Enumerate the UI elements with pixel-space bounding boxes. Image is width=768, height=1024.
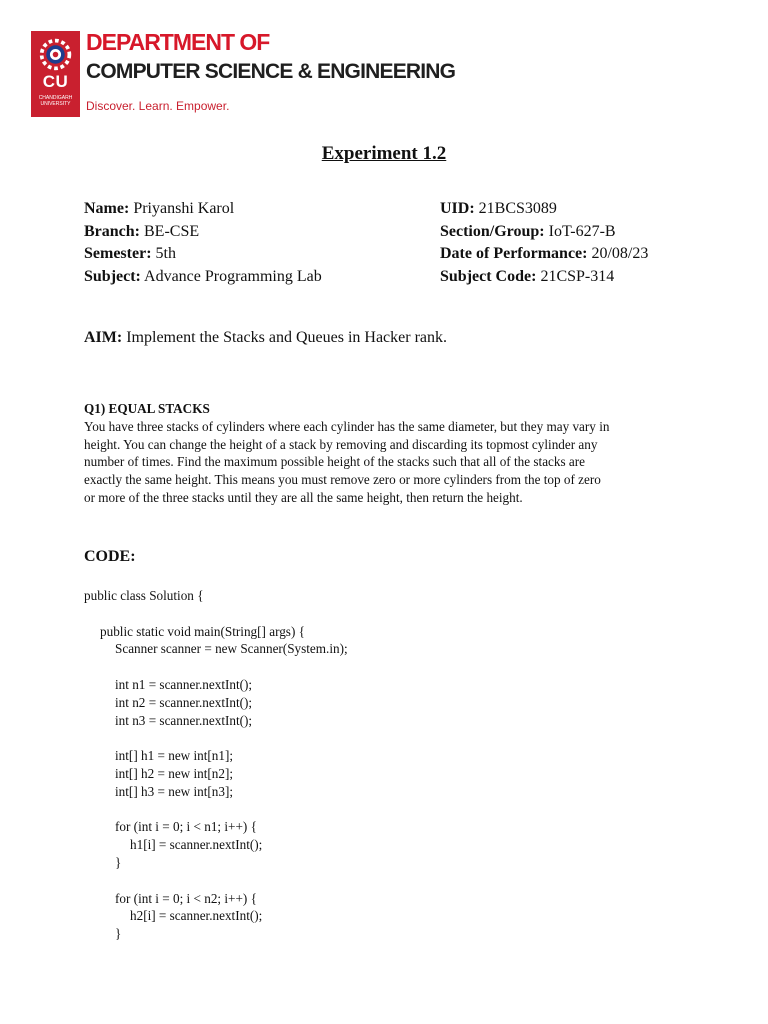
code-block [84,587,348,943]
info-value: Advance Programming Lab [140,267,322,285]
info-value: 21CSP-314 [536,267,615,285]
info-date [440,243,648,266]
department-title-line1: DEPARTMENT OF [86,29,270,55]
info-value: BE-CSE [140,222,200,240]
code-line: for (int i = 0; i < n2; i++) { [115,890,257,906]
info-label: Subject: [84,267,141,285]
student-info-left [84,198,322,288]
code-line: public class Solution { [84,588,204,603]
info-value: IoT-627-B [544,222,616,240]
code-line: int[] h2 = new int[n2]; [115,765,234,781]
info-value: 20/08/23 [587,245,649,262]
code-line: int n2 = scanner.nextInt(); [115,694,253,710]
code-line: int n1 = scanner.nextInt(); [115,676,253,692]
code-line: Scanner scanner = new Scanner(System.in); [115,641,348,657]
university-logo [31,31,80,117]
code-line: h2[i] = scanner.nextInt(); [130,908,263,924]
info-value: Priyanshi Karol [129,200,235,217]
logo-university-text: CHANDIGARH UNIVERSITY [38,95,73,107]
info-subject [84,266,322,289]
info-label: Name: [84,200,130,217]
aim-text: Implement the Stacks and Queues in Hacker rank. [122,329,447,346]
question-text-line: or more of the three stacks until they are all the same height, then return the height. [84,489,523,505]
info-label: UID: [440,200,475,217]
code-heading: CODE: [84,548,136,565]
info-value: 5th [151,245,176,262]
code-line: int n3 = scanner.nextInt(); [115,712,253,728]
student-info-right [440,198,648,288]
info-section [440,221,648,244]
code-line-blank [84,605,348,623]
info-subject-code [440,266,648,289]
info-name [84,198,322,221]
code-line-blank [84,658,348,676]
question-text-line: number of times. Find the maximum possible height of the stacks such that all of the stacks are [84,454,586,470]
code-line: h1[i] = scanner.nextInt(); [130,837,263,853]
info-label: Date of Performance: [440,245,588,262]
info-label: Semester: [84,245,152,262]
info-label: Branch: [84,222,140,240]
question-text-line: height. You can change the height of a stack by removing and discarding its topmost cylinder any [84,436,598,452]
code-line: for (int i = 0; i < n1; i++) { [115,819,257,835]
gear-emblem-icon [37,36,74,73]
info-label: Subject Code: [440,267,537,285]
code-line-blank [84,729,348,747]
code-line-blank [84,872,348,890]
info-branch [84,221,322,244]
info-semester [84,243,322,266]
department-header [31,28,456,118]
info-label: Section/Group: [440,222,545,240]
tagline: Discover. Learn. Empower. [86,99,230,113]
question-text-line: exactly the same height. This means you must remove zero or more cylinders from the top of zero [84,472,601,488]
question-section [84,400,694,507]
info-value: 21BCS3089 [474,200,557,217]
info-uid [440,198,648,221]
code-line: } [115,854,122,870]
code-line: public static void main(String[] args) { [100,623,305,639]
department-title-line2: COMPUTER SCIENCE & ENGINEERING [86,60,456,83]
logo-cu-text: CU [42,72,69,91]
question-text-line: You have three stacks of cylinders where each cylinder has the same diameter, but they may vary in [84,418,610,434]
code-line-blank [84,801,348,819]
aim-statement [84,329,447,347]
code-line: int[] h1 = new int[n1]; [115,748,234,764]
aim-label: AIM: [84,329,123,346]
experiment-title: Experiment 1.2 [321,143,447,164]
code-line: } [115,926,122,942]
question-title: Q1) EQUAL STACKS [84,401,210,416]
code-line: int[] h3 = new int[n3]; [115,783,234,799]
